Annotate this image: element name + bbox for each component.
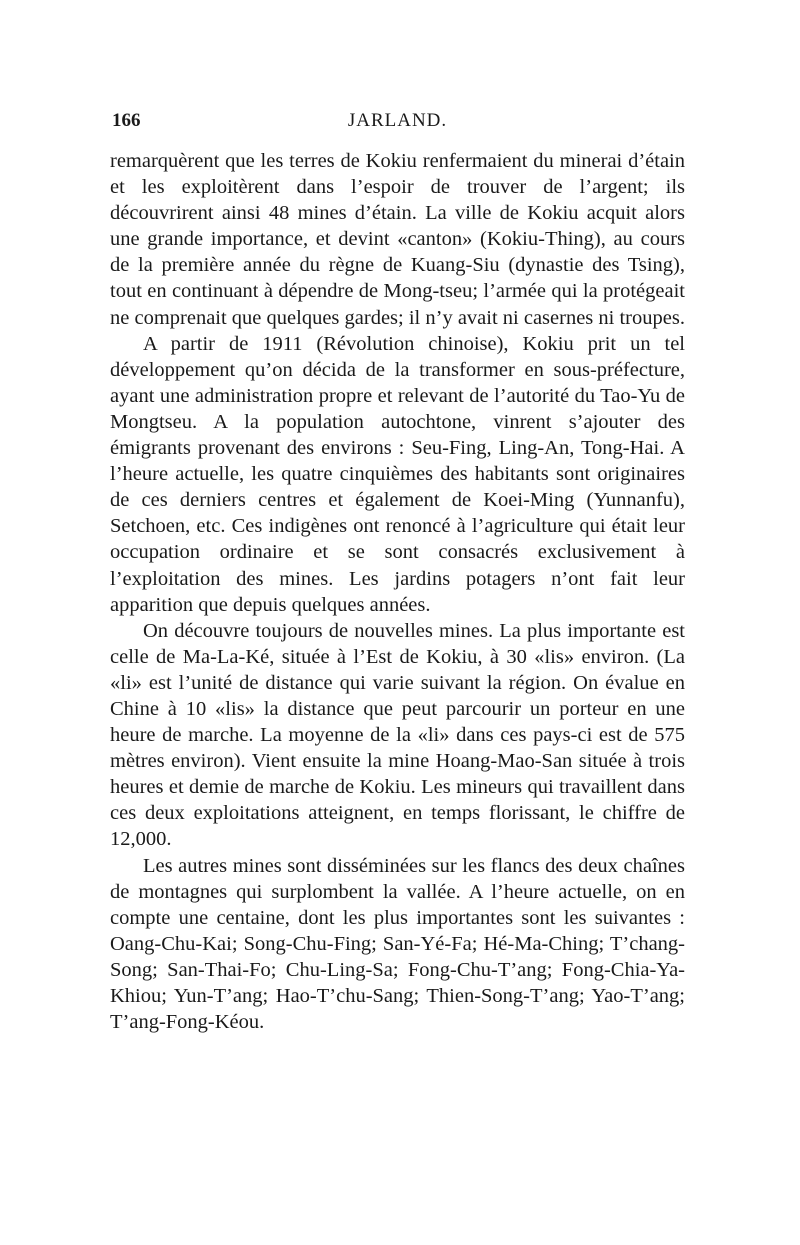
book-page — [110, 108, 685, 1035]
page-number: 166 — [112, 110, 141, 131]
paragraph-2: A partir de 1911 (Révolution chinoise), Kokiu prit un tel développement qu’on décida de la transformer en sous-préfecture, ayant une administration propre et relevant de l’autorité du Tao-Yu de Mongtseu. A la population autochtone, vinrent s’ajouter des émigrants provenant des environs : Seu-Fing, Ling-An, Tong-Hai. A l’heure actuelle, les quatre cinquièmes des habitants sont originaires de ces derniers centres et également de Koei-Ming (Yunnanfu), Setchoen, etc. Ces indigènes ont renoncé à l’agriculture qui était leur occupation ordinaire et se sont consacrés exclusivement à l’exploitation des mines. Les jardins potagers n’ont fait leur apparition que depuis quelques années. — [110, 332, 685, 616]
paragraph-1: remarquèrent que les terres de Kokiu renfermaient du minerai d’étain et les exploitèrent dans l’espoir de trouver de l’argent; ils découvrirent ainsi 48 mines d’étain. La ville de Kokiu acquit alors une grande importance, et devint «canton» (Kokiu-Thing), au cours de la première année du règne de Kuang-Siu (dynastie des Tsing), tout en continuant à dépendre de Mong-tseu; l’armée qui la protégeait ne comprenait que quelques gardes; il n’y avait ni casernes ni troupes. — [110, 150, 685, 329]
page-header — [110, 108, 685, 148]
paragraph-3: On découvre toujours de nouvelles mines. La plus importante est celle de Ma-La-Ké, située à l’Est de Kokiu, à 30 «lis» environ. (La «li» est l’unité de distance qui varie suivant la région. On évalue en Chine à 10 «lis» la distance que peut parcourir un porteur en une heure de marche. La moyenne de la «li» dans ces pays-ci est de 575 mètres environ). Vient ensuite la mine Hoang-Mao-San située à trois heures et demie de marche de Kokiu. Les mineurs qui travaillent dans ces deux exploitations atteignent, en temps florissant, le chiffre de 12,000. — [110, 619, 685, 851]
paragraph-4: Les autres mines sont disséminées sur les flancs des deux chaînes de montagnes qui surplombent la vallée. A l’heure actuelle, on en compte une centaine, dont les plus importantes sont les suivantes : Oang-Chu-Kai; Song-Chu-Fing; San-Yé-Fa; Hé-Ma-Ching; T’chang-Song; San-Thai-Fo; Chu-Ling-Sa; Fong-Chu-T’ang; Fong-Chia-Ya-Khiou; Yun-T’ang; Hao-T’chu-Sang; Thien-Song-T’ang; Yao-T’ang; T’ang-Fong-Kéou. — [110, 854, 685, 1034]
running-head: JARLAND. — [347, 110, 448, 131]
